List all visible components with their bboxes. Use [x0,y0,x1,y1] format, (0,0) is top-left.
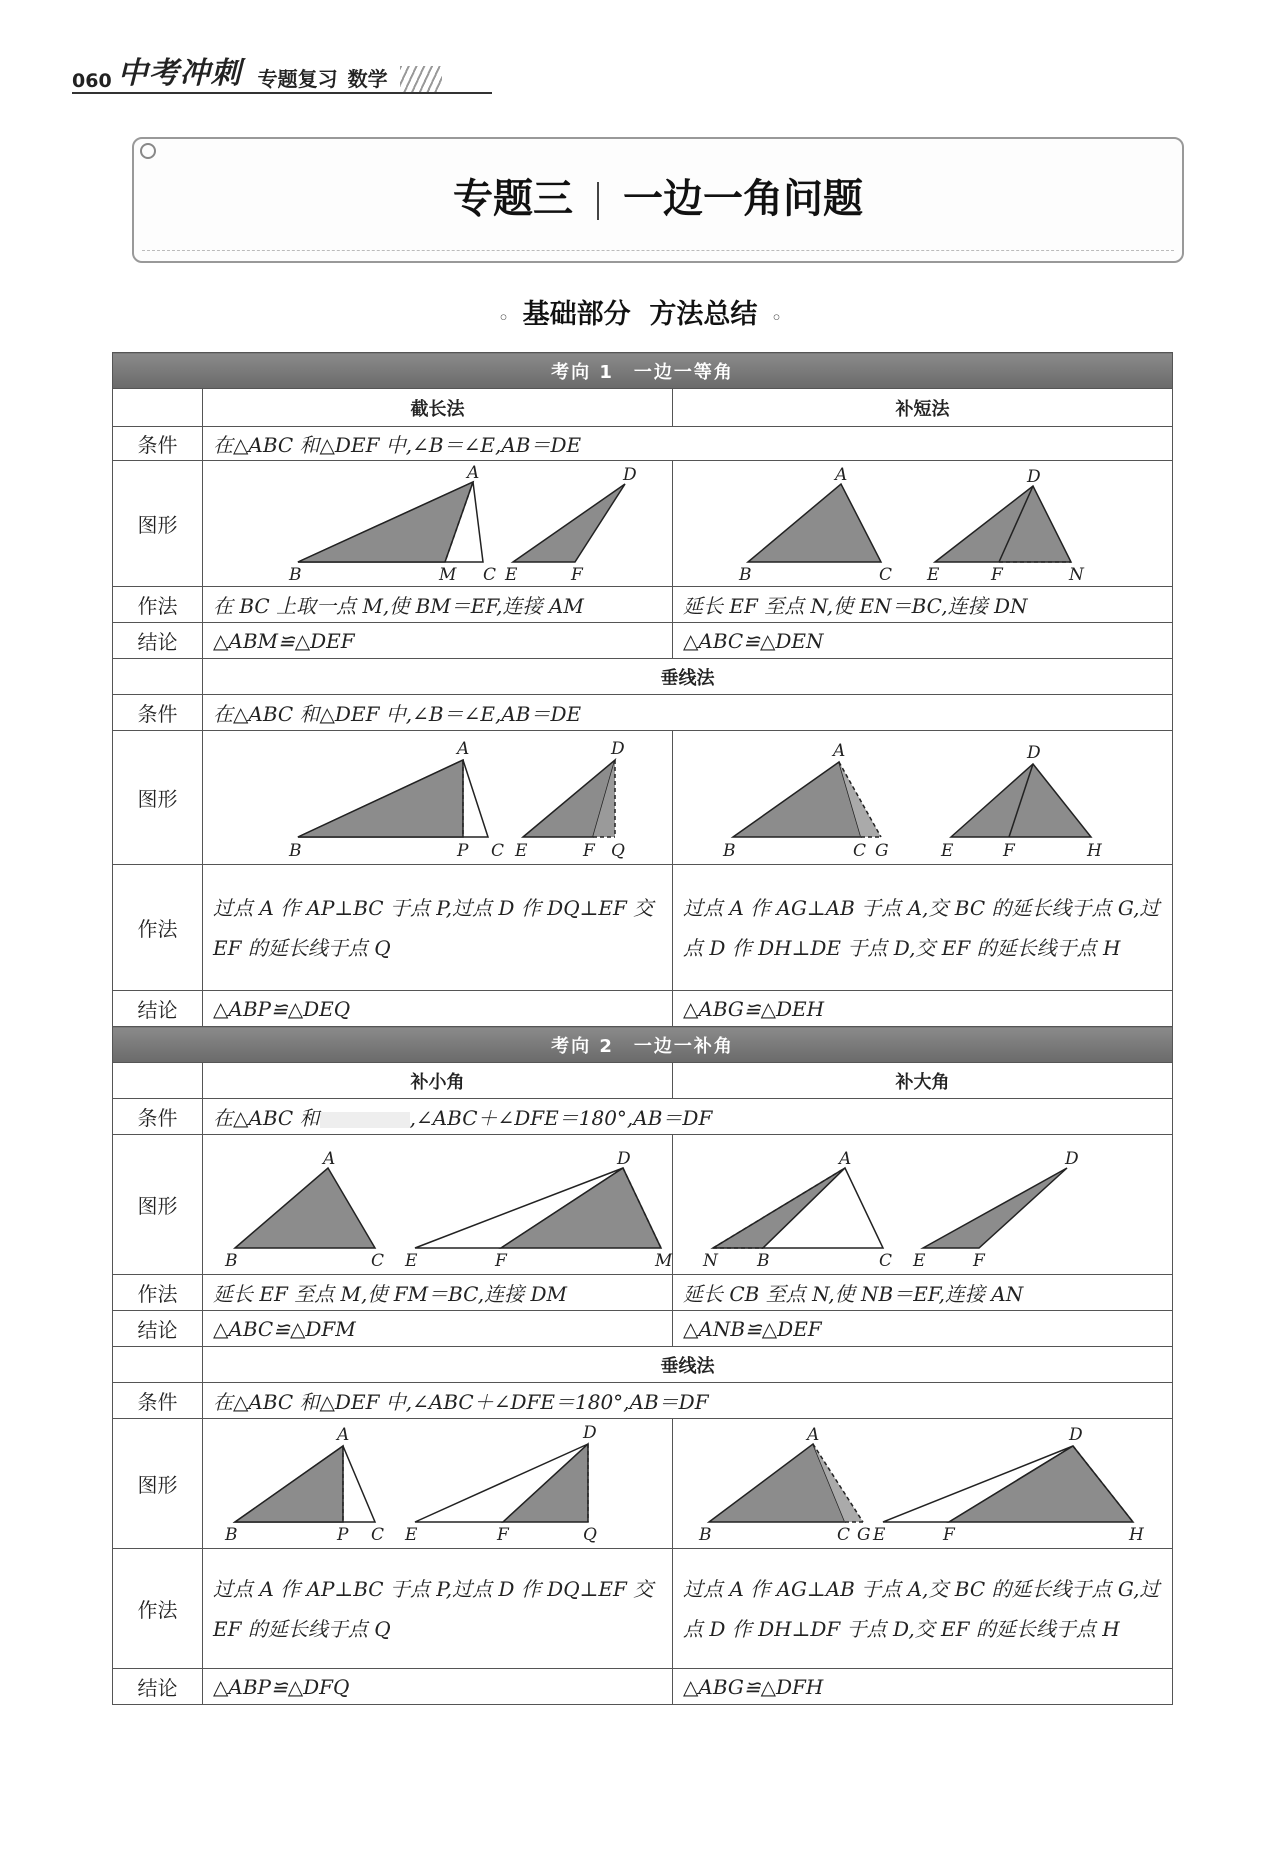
table-band-2 [113,1027,1173,1063]
point-label: C [371,1250,385,1271]
table-row [113,623,1173,659]
condition-text: 在△ABC 和△DEF 中,∠ABC＋∠DFE＝180°,AB＝DF [203,1383,1173,1419]
point-label: A [839,1148,852,1169]
conclusion-text-left: △ABC≌△DFM [203,1311,673,1347]
point-label: B [225,1250,238,1271]
point-label: G [875,840,889,861]
figure-make-up-short [673,462,1173,586]
point-label: P [457,840,469,861]
point-label: E [913,1250,926,1271]
row-label-method: 作法 [113,1549,203,1669]
point-label: B [723,840,736,861]
point-label: H [1087,840,1102,861]
point-label: C [879,1250,893,1271]
table-row [113,1347,1173,1383]
row-label-figure: 图形 [113,731,203,865]
condition-text-post: ,∠ABC＋∠DFE＝180°,AB＝DF [409,1106,713,1130]
table-row [113,1419,1173,1549]
point-label: E [505,564,518,585]
point-label: F [495,1250,507,1271]
table-row [113,587,1173,623]
point-label: C [491,840,505,861]
table-row [113,731,1173,865]
point-label: C [853,840,867,861]
figure-cut-long [203,462,673,586]
point-label: E [515,840,528,861]
point-label: C [879,564,893,585]
row-label-figure: 图形 [113,461,203,587]
point-label: P [337,1524,349,1545]
table-row [113,659,1173,695]
table-row [113,1063,1173,1099]
row-label-condition: 条件 [113,427,203,461]
point-label: B [289,564,302,585]
table-row [113,695,1173,731]
method-text-right: 过点 A 作 AG⊥AB 于点 A,交 BC 的延长线于点 G,过点 D 作 DH⊥DE 于点 D,交 EF 的延长线于点 H [673,865,1173,991]
table-row [113,427,1173,461]
method-text-left: 在 BC 上取一点 M,使 BM＝EF,连接 AM [203,587,673,623]
point-label: B [699,1524,712,1545]
point-label: G [857,1524,871,1545]
figure-perpendicular-1 [203,732,673,864]
table-row [113,1099,1173,1135]
row-label-conclusion: 结论 [113,1311,203,1347]
condition-text [203,1099,1173,1135]
table-band-1 [113,353,1173,389]
point-label: A [457,738,470,759]
row-label-conclusion: 结论 [113,623,203,659]
figure-cell-right [673,731,1173,865]
table-row [113,461,1173,587]
row-label-figure: 图形 [113,1135,203,1275]
method-text-left: 过点 A 作 AP⊥BC 于点 P,过点 D 作 DQ⊥EF 交 EF 的延长线于点 Q [203,1549,673,1669]
table-row [113,991,1173,1027]
point-label: A [833,740,846,761]
point-label: D [1069,1424,1083,1445]
point-label: D [1027,466,1041,487]
point-label: B [739,564,752,585]
page-header [72,52,442,92]
table-row [113,1669,1173,1705]
figure-cell-left [203,1419,673,1549]
figure-cell-left [203,1135,673,1275]
ring-icon [140,143,156,159]
book-title: 中考冲刺 [117,56,242,91]
topic-number: 专题三 [453,176,573,222]
header-rule [72,92,492,94]
table-row [113,389,1173,427]
topic-title-box [132,137,1184,263]
figure-cell-right [673,461,1173,587]
row-label-conclusion: 结论 [113,1669,203,1705]
point-label: B [289,840,302,861]
header-subject: 数学 [347,67,388,91]
point-label: B [757,1250,770,1271]
empty-cell [113,1347,203,1383]
title-box-dashed-line [142,250,1174,251]
condition-text-pre: 在△ABC 和 [213,1106,320,1130]
table-row [113,1383,1173,1419]
condition-text: 在△ABC 和△DEF 中,∠B＝∠E,AB＝DE [203,427,1173,461]
point-label: C [837,1524,851,1545]
point-label: E [873,1524,886,1545]
method-head-perpendicular: 垂线法 [203,659,1173,695]
point-label: B [225,1524,238,1545]
table-row [113,1135,1173,1275]
point-label: E [405,1250,418,1271]
conclusion-text-left: △ABM≌△DEF [203,623,673,659]
band-label-1: 考向 1 一边一等角 [113,353,1173,389]
header-hatch-decoration [400,66,442,92]
table-row [113,865,1173,991]
triangle-abc-shaded [235,1168,375,1248]
triangle-def-shaded [923,1168,1067,1248]
conclusion-text-right: △ABG≌△DEH [673,991,1173,1027]
table-row [113,1275,1173,1311]
triangle-abc-shaded [733,762,861,837]
point-label: N [1069,564,1084,585]
conclusion-text-right: △ABG≌△DFH [673,1669,1173,1705]
figure-perpendicular-3 [203,1420,673,1548]
method-head-left: 截长法 [203,389,673,427]
method-head-left: 补小角 [203,1063,673,1099]
point-label: F [1003,840,1015,861]
figure-cell-left [203,461,673,587]
method-head-perpendicular: 垂线法 [203,1347,1173,1383]
point-label: F [991,564,1003,585]
band-label-2: 考向 2 一边一补角 [113,1027,1173,1063]
row-label-method: 作法 [113,587,203,623]
point-label: C [371,1524,385,1545]
figure-supplement-large [673,1136,1173,1274]
triangle-abp-shaded [298,760,463,837]
point-label: Q [583,1524,597,1545]
point-label: A [323,1148,336,1169]
page-number: 060 [72,70,112,92]
point-label: E [405,1524,418,1545]
figure-cell-right [673,1419,1173,1549]
table-row [113,1311,1173,1347]
row-label-condition: 条件 [113,1099,203,1135]
point-label: A [337,1424,350,1445]
point-label: D [623,464,637,485]
point-label: N [703,1250,718,1271]
point-label: D [617,1148,631,1169]
point-label: E [927,564,940,585]
method-head-right: 补短法 [673,389,1173,427]
table-row [113,1549,1173,1669]
conclusion-text-right: △ABC≌△DEN [673,623,1173,659]
point-label: A [835,464,848,485]
header-subtitle: 专题复习 [257,67,338,91]
method-table-1 [112,352,1173,1705]
triangle-def-shaded [513,484,625,562]
triangle-den-shaded [935,486,1071,562]
section-label-2: 方法总结 [649,299,758,330]
method-text-right: 延长 EF 至点 N,使 EN＝BC,连接 DN [673,587,1173,623]
point-label: M [439,564,457,585]
figure-cell-left [203,731,673,865]
row-label-figure: 图形 [113,1419,203,1549]
section-label: 基础部分 [522,299,631,330]
point-label: A [807,1424,820,1445]
conclusion-text-left: △ABP≌△DEQ [203,991,673,1027]
row-label-method: 作法 [113,865,203,991]
point-label: D [1065,1148,1079,1169]
dot-icon: ◦ [498,308,509,327]
point-label: E [941,840,954,861]
figure-perpendicular-2 [673,732,1173,864]
point-label: F [943,1524,955,1545]
method-text-right: 过点 A 作 AG⊥AB 于点 A,交 BC 的延长线于点 G,过点 D 作 DH⊥DF 于点 D,交 EF 的延长线于点 H [673,1549,1173,1669]
empty-cell [113,389,203,427]
topic-name: 一边一角问题 [623,176,863,222]
point-label: H [1129,1524,1144,1545]
point-label: M [655,1250,673,1271]
point-label: D [611,738,625,759]
figure-perpendicular-4 [673,1420,1173,1548]
row-label-conclusion: 结论 [113,991,203,1027]
triangle-abc-shaded [748,484,881,562]
triangle-abc-shaded [709,1444,845,1522]
dot-icon: ◦ [771,308,782,327]
row-label-method: 作法 [113,1275,203,1311]
topic-title [134,167,1182,224]
blurred-region [320,1112,410,1128]
point-label: A [467,462,480,483]
point-label: D [583,1422,597,1443]
method-text-right: 延长 CB 至点 N,使 NB＝EF,连接 AN [673,1275,1173,1311]
condition-text: 在△ABC 和△DEF 中,∠B＝∠E,AB＝DE [203,695,1173,731]
point-label: F [497,1524,509,1545]
empty-cell [113,1063,203,1099]
row-label-condition: 条件 [113,1383,203,1419]
conclusion-text-left: △ABP≌△DFQ [203,1669,673,1705]
point-label: Q [611,840,625,861]
triangle-abp-shaded [235,1446,343,1522]
point-label: F [571,564,583,585]
point-label: F [583,840,595,861]
point-label: C [483,564,497,585]
section-heading [0,292,1280,331]
method-text-left: 过点 A 作 AP⊥BC 于点 P,过点 D 作 DQ⊥EF 交 EF 的延长线于点 Q [203,865,673,991]
figure-cell-right [673,1135,1173,1275]
figure-supplement-small [203,1136,673,1274]
point-label: D [1027,742,1041,763]
method-text-left: 延长 EF 至点 M,使 FM＝BC,连接 DM [203,1275,673,1311]
conclusion-text-right: △ANB≌△DEF [673,1311,1173,1347]
empty-cell [113,659,203,695]
point-label: F [973,1250,985,1271]
row-label-condition: 条件 [113,695,203,731]
method-head-right: 补大角 [673,1063,1173,1099]
triangle-abm-shaded [298,482,473,562]
title-divider [597,182,599,220]
